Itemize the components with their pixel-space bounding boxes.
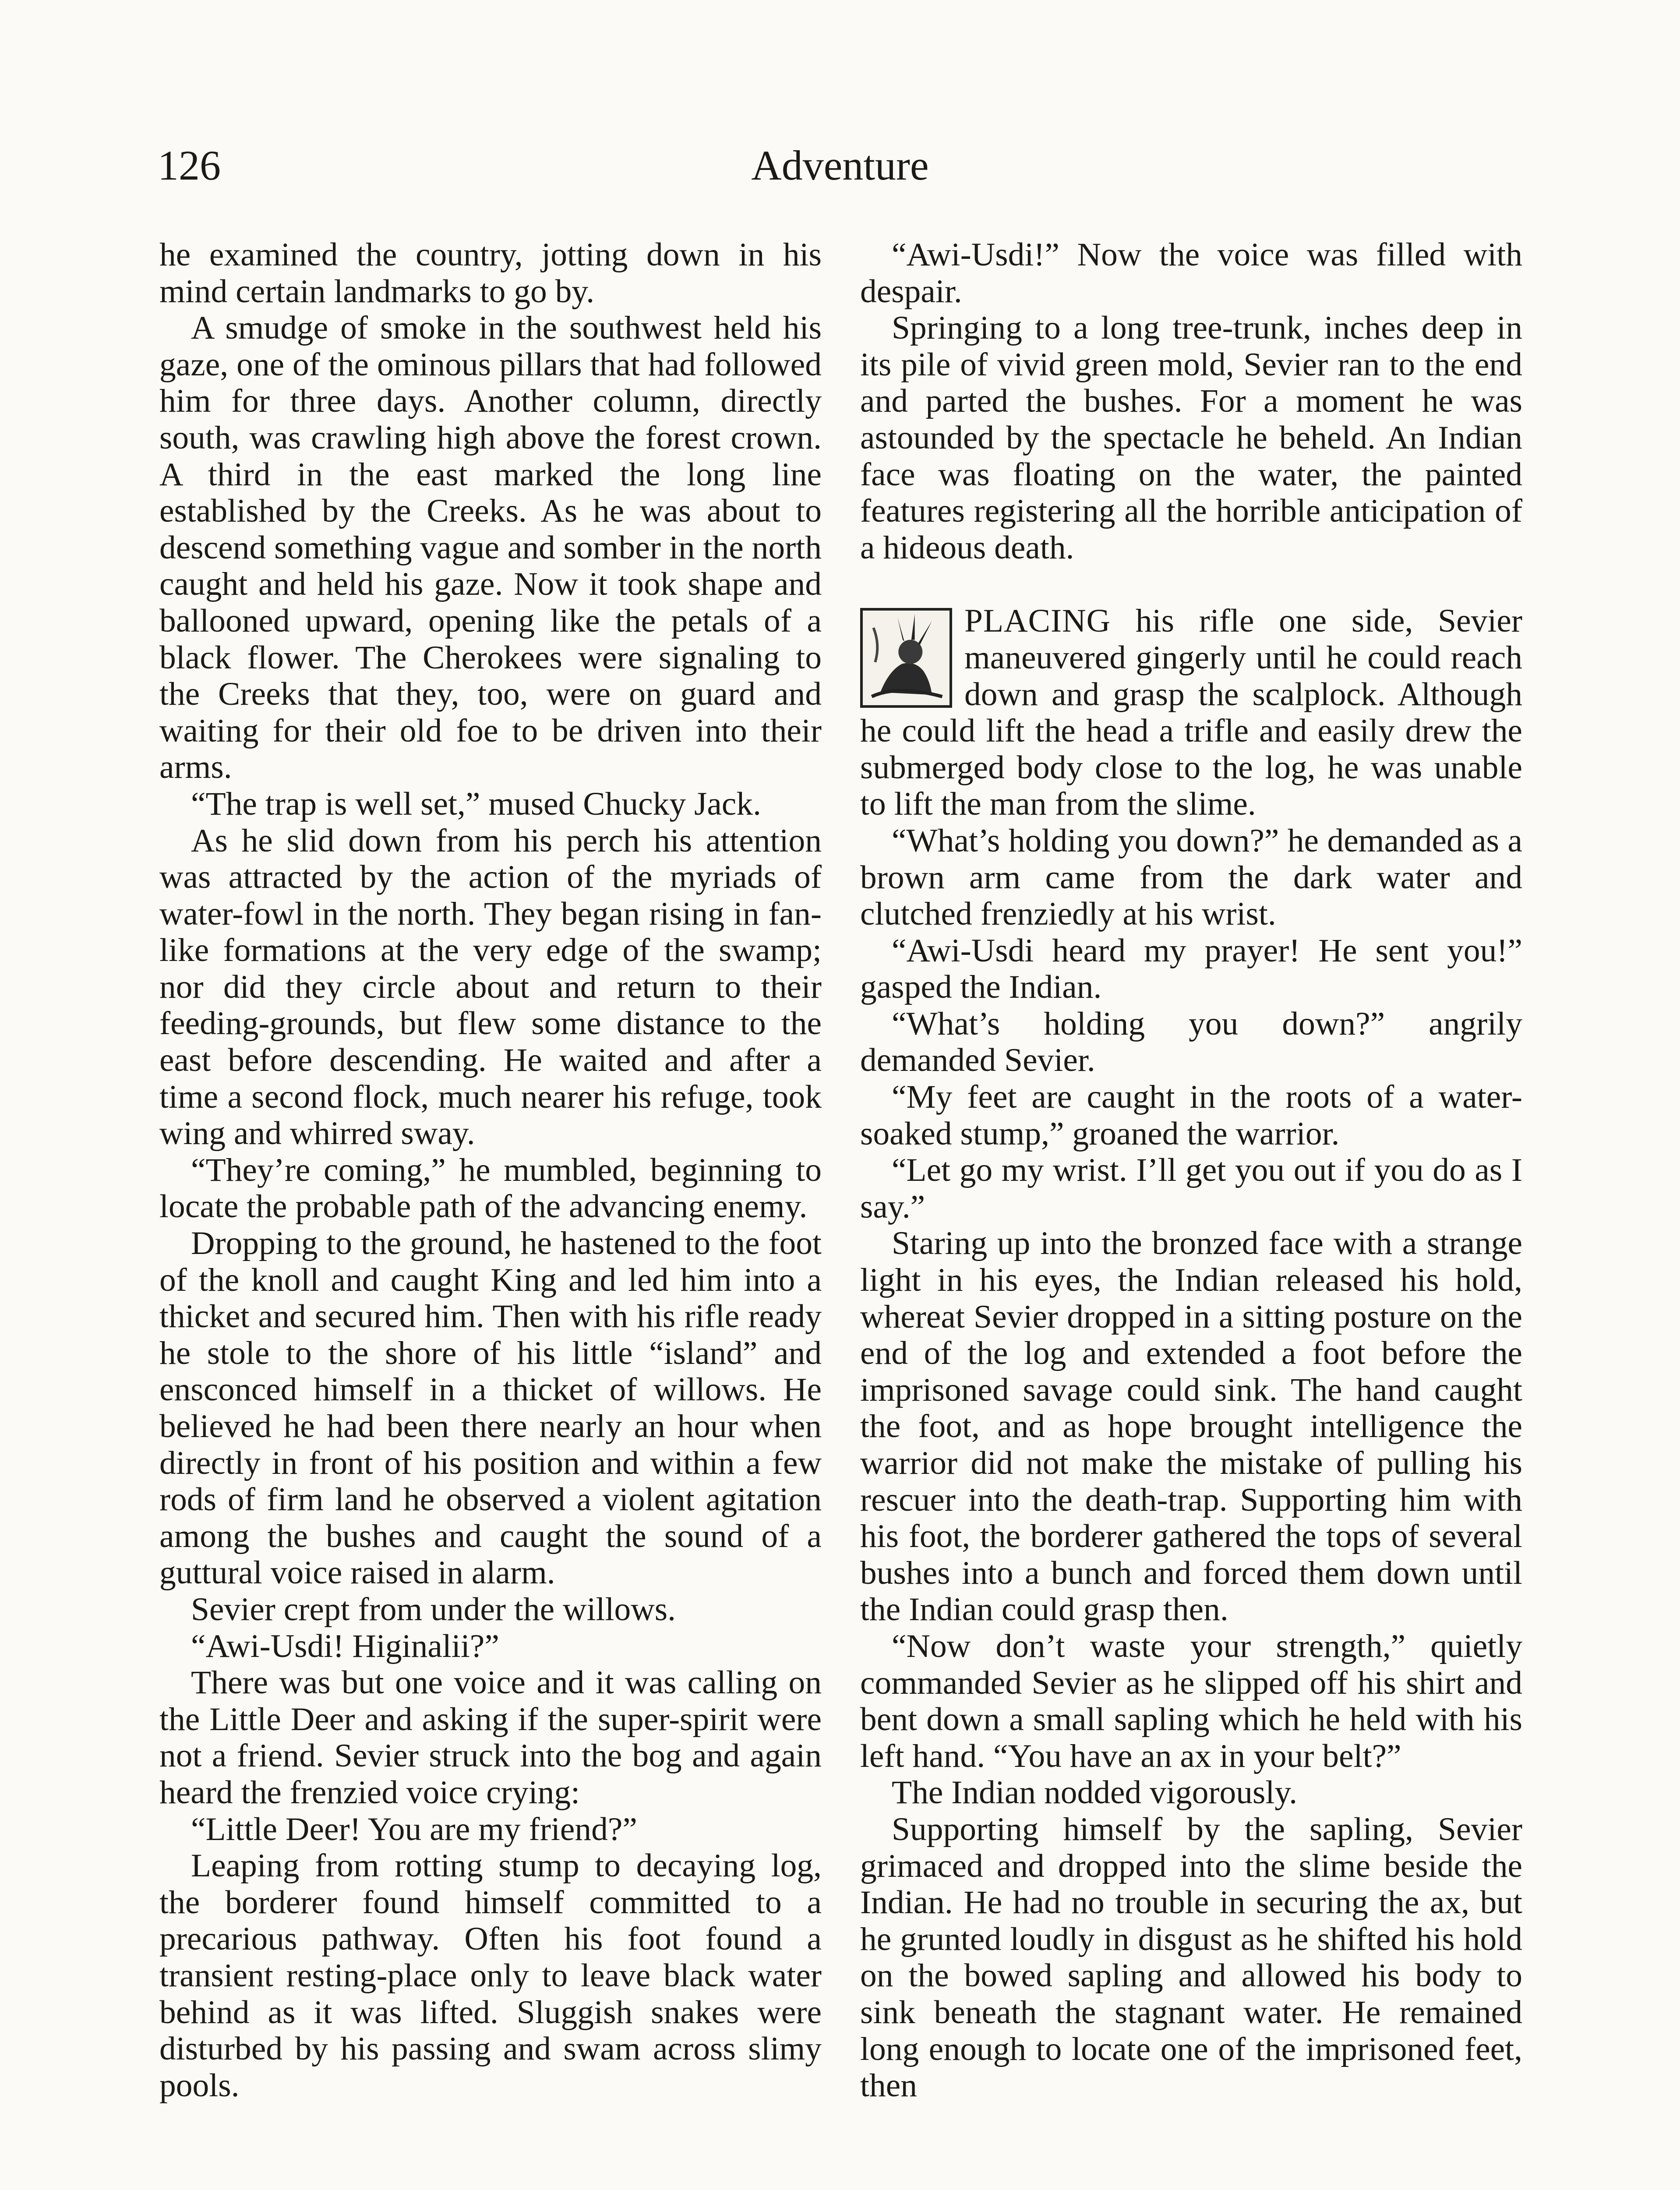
paragraph: Staring up into the bronzed face with a strange light in his eyes, the Indian released his hold, whereat Sevier dropped in a sitting posture on the end of the log and extended a foot before the imprisoned savage could sink. The hand caught the foot, and as hope brought intelligence the warrior did not make the mistake of pulling his rescuer into the death-trap. Supporting him with his foot, the borderer gathered the tops of several bushes into a bunch and forced them down until the Indian could grasp then. (860, 1225, 1522, 1628)
dropcap-text: his rifle one side, Sevier maneuvered gingerly until he could reach down and grasp the scalplock. Although he could lift the head a trifle and easily drew the submerged body close to the log, he was unable to lift the man from the slime. (860, 603, 1522, 823)
paragraph: Supporting himself by the sapling, Sevier grimaced and dropped into the slime beside the Indian. He had no trouble in securing the ax, but he grunted loudly in disgust as he shifted his hold on the bowed sapling and allowed his body to sink beneath the stagnant water. He remained long enough to locate one of the imprisoned feet, then (860, 1811, 1522, 2104)
dropcap-lead-word: PLACING (964, 603, 1111, 639)
paragraph: As he slid down from his perch his attention was attracted by the action of the myriads of water-fowl in the north. They began rising in fan-like formations at the very edge of the swamp; nor did they circle about and return to their feeding-grounds, but flew some distance to the east before descending. He waited and after a time a second flock, much nearer his refuge, took wing and whirred sway. (159, 822, 822, 1152)
paragraph: There was but one voice and it was calling on the Little Deer and asking if the super-spirit were not a friend. Sevier struck into the bog and again heard the frenzied voice crying: (159, 1664, 822, 1811)
dropcap-paragraph (860, 603, 1522, 823)
paragraph: Leaping from rotting stump to decaying log, the borderer found himself committed to a precarious pathway. Often his foot found a transient resting-place only to leave black water behind as it was lifted. Sluggish snakes were disturbed by his passing and swam across slimy pools. (159, 1847, 822, 2104)
paragraph: he examined the country, jotting down in his mind certain landmarks to go by. (159, 237, 822, 310)
paragraph: “What’s holding you down?” angrily demanded Sevier. (860, 1005, 1522, 1079)
paragraph: “Awi-Usdi! Higinalii?” (191, 1628, 499, 1664)
paragraph: A smudge of smoke in the southwest held his gaze, one of the ominous pillars that had followed him for three days. Another column, directly south, was crawling high above the forest crown. A third in the east marked the long line established by the Creeks. As he was about to descend something vague and somber in the north caught and held his gaze. Now it took shape and ballooned upward, opening like the petals of a black flower. The Cherokees were signaling to the Creeks that they, too, were on guard and waiting for their old foe to be driven into their arms. (159, 310, 822, 786)
paragraph: “They’re coming,” he mumbled, beginning to locate the probable path of the advancing enemy. (159, 1152, 822, 1225)
paragraph: “Awi-Usdi!” Now the voice was filled with despair. (860, 237, 1522, 310)
paragraph: “What’s holding you down?” he demanded as a brown arm came from the dark water and clutched frenziedly at his wrist. (860, 822, 1522, 933)
paragraph: “The trap is well set,” mused Chucky Jack. (191, 785, 762, 822)
paragraph: “Now don’t waste your strength,” quietly commanded Sevier as he slipped off his shirt and bent down a small sapling which he held with his left hand. “You have an ax in your belt?” (860, 1628, 1522, 1774)
paragraph: Dropping to the ground, he hastened to the foot of the knoll and caught King and led him into a thicket and secured him. Then with his rifle ready he stole to the shore of his little “island” and ensconced himself in a thicket of willows. He believed he had been there nearly an hour when directly in front of his position and within a few rods of firm land he observed a violent agitation among the bushes and caught the sound of a guttural voice raised in alarm. (159, 1225, 822, 1591)
paragraph: The Indian nodded vigorously. (892, 1774, 1298, 1811)
page-number: 126 (158, 142, 221, 189)
paragraph: Springing to a long tree-trunk, inches deep in its pile of vivid green mold, Sevier ran to the end and parted the bushes. For a moment he was astounded by the spectacle he beheld. An Indian face was floating on the water, the painted features registering all the horrible anticipation of a hideous death. (860, 310, 1522, 566)
magazine-title: Adventure (751, 142, 929, 189)
paragraph: “My feet are caught in the roots of a water-soaked stump,” groaned the warrior. (860, 1079, 1522, 1152)
left-column (159, 237, 822, 2104)
paragraph: “Little Deer! You are my friend?” (191, 1811, 637, 1847)
paragraph: “Let go my wrist. I’ll get you out if you do as I say.” (860, 1152, 1522, 1225)
paragraph: “Awi-Usdi heard my prayer! He sent you!” gasped the Indian. (860, 932, 1522, 1006)
right-column (860, 237, 1522, 2104)
indian-headdress-icon (860, 608, 952, 708)
paragraph: Sevier crept from under the willows. (191, 1591, 676, 1628)
